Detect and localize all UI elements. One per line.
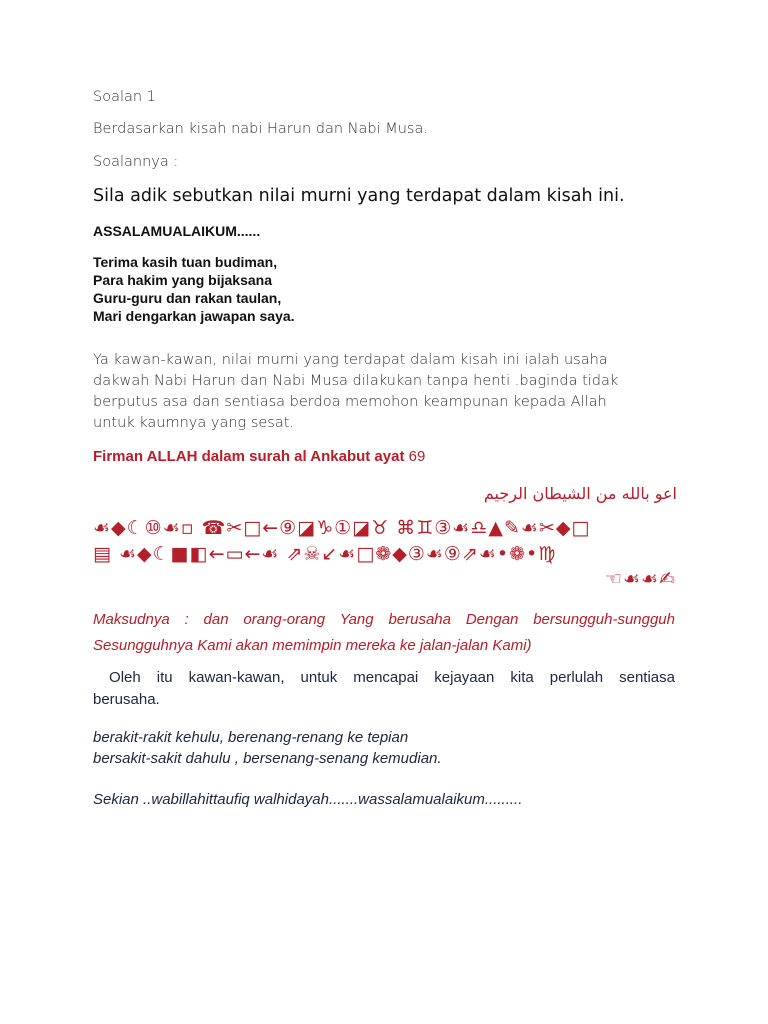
opening-line: Mari dengarkan jawapan saya. [93,308,295,324]
pantun-line: berakit-rakit kehulu, berenang-renang ke tepian [93,729,409,746]
answer-paragraph [93,350,618,434]
conclusion-line: Oleh itu kawan-kawan, untuk mencapai kejayaan kita perlulah sentiasa [93,669,675,686]
opening-lines [93,253,295,325]
meaning-line: Maksudnya : dan orang-orang Yang berusaha Dengan bersungguh-sungguh [93,611,675,628]
verse-number: 69 [408,448,426,465]
question-label: Soalannya : [93,154,179,170]
question-text: Sila adik sebutkan nilai murni yang terdapat dalam kisah ini. [93,186,625,206]
closing-text: Sekian ..wabillahittaufiq walhidayah.......wassalamualaikum......... [93,791,523,808]
answer-line: berputus asa dan sentiasa berdoa memohon keampunan kepada Allah [93,394,607,410]
pantun [93,727,442,769]
heading: Soalan 1 [93,89,156,105]
intro-text: Berdasarkan kisah nabi Harun dan Nabi Musa. [93,121,428,137]
conclusion-line: berusaha. [93,691,160,708]
verse-reference [93,448,425,465]
arabic-text: اعو بالله من الشيطان الرجيم [483,484,677,503]
symbol-line: ☙◆☾⑩☙▫ ☎✂□←⑨◪♑①◪♉ ⌘♊③☙♎▲✎☙✂◆□ [93,517,591,539]
symbol-line: ☜☙☙✍ [604,568,676,590]
symbol-line: ▤ ☙◆☾■◧←▭←☙ ⇗☠↙☙□❁◆③☙⑨⇗☙•❁•♍ [93,543,557,565]
verse-reference-text: Firman ALLAH dalam surah al Ankabut ayat [93,448,405,465]
opening-line: Guru-guru dan rakan taulan, [93,290,282,306]
meaning-paragraph [93,607,675,659]
greeting: ASSALAMUALAIKUM...... [93,223,261,239]
answer-line: dakwah Nabi Harun dan Nabi Musa dilakukan tanpa henti .baginda tidak [93,373,619,389]
meaning-line: Sesungguhnya Kami akan memimpin mereka ke jalan-jalan Kami) [93,637,532,654]
conclusion-paragraph [93,667,675,711]
answer-line: Ya kawan-kawan, nilai murni yang terdapat dalam kisah ini ialah usaha [93,352,608,368]
pantun-line: bersakit-sakit dahulu , bersenang-senang kemudian. [93,750,442,767]
answer-line: untuk kaumnya yang sesat. [93,415,295,431]
opening-line: Para hakim yang bijaksana [93,272,272,288]
opening-line: Terima kasih tuan budiman, [93,254,278,270]
